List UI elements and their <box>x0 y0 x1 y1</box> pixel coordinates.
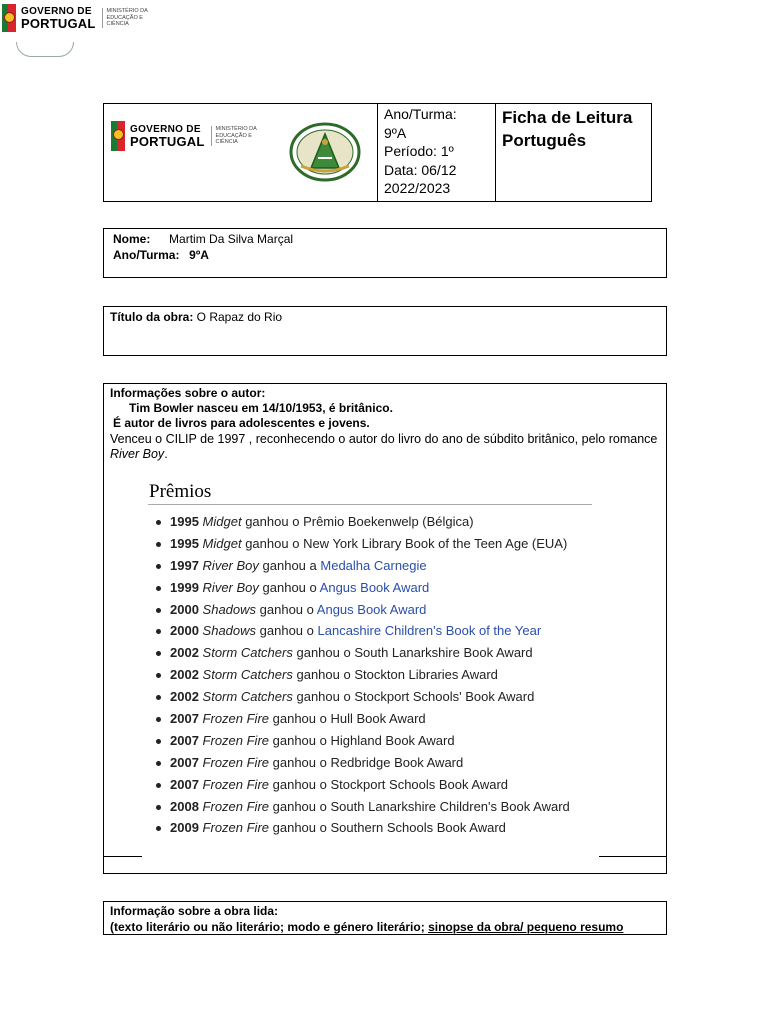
award-name: Redbridge Book Award <box>330 754 464 770</box>
autor-para-prefix: Venceu o CILIP de 1997 , reconhecendo o autor do livro do ano de súbdito britânico, pelo romance <box>110 432 658 446</box>
autor-box <box>103 383 667 874</box>
school-badge-icon <box>289 122 361 184</box>
award-year: 2000 <box>170 623 199 639</box>
header-periodo: Período: 1º <box>384 143 454 159</box>
award-item <box>148 511 592 533</box>
award-name: New York Library Book of the Teen Age (EUA) <box>303 535 568 551</box>
autor-paragraph <box>110 432 660 462</box>
award-book-title: River Boy <box>202 579 259 595</box>
award-book-title: Storm Catchers <box>202 689 293 705</box>
award-book-title: River Boy <box>202 557 259 573</box>
award-verb: ganhou o <box>296 689 351 705</box>
award-item <box>148 774 592 796</box>
award-year: 2002 <box>170 645 199 661</box>
header-ano-letivo: 2022/2023 <box>384 180 451 196</box>
logo-line1: GOVERNO DE <box>21 5 92 17</box>
nome-label: Nome: <box>113 232 151 246</box>
award-link[interactable]: Angus Book Award <box>316 601 427 617</box>
award-book-title: Storm Catchers <box>202 667 293 683</box>
award-book-title: Frozen Fire <box>202 820 270 836</box>
award-verb: ganhou o <box>245 535 300 551</box>
bottom-rule-right <box>599 856 667 857</box>
award-verb: ganhou o <box>272 711 327 727</box>
award-name: South Lanarkshire Book Award <box>354 645 533 661</box>
turma-label: Ano/Turma: <box>113 248 180 262</box>
autor-heading: Informações sobre o autor: <box>110 386 266 400</box>
award-name: Hull Book Award <box>330 711 426 727</box>
portugal-flag-icon <box>111 121 125 151</box>
award-verb: ganhou o <box>296 645 351 661</box>
autor-line2: É autor de livros para adolescentes e jovens. <box>113 416 370 430</box>
page-title-line2: Português <box>502 131 587 150</box>
award-book-title: Frozen Fire <box>202 776 270 792</box>
award-item <box>148 730 592 752</box>
premios-heading: Prêmios <box>148 484 592 505</box>
award-year: 2007 <box>170 732 199 748</box>
award-book-title: Frozen Fire <box>202 798 270 814</box>
award-book-title: Frozen Fire <box>202 711 270 727</box>
award-year: 1995 <box>170 514 199 529</box>
header-logo-cell <box>104 104 378 201</box>
award-item <box>148 533 592 555</box>
award-item <box>148 642 592 664</box>
award-name: Stockport Schools' Book Award <box>354 689 535 705</box>
award-link[interactable]: Medalha Carnegie <box>320 557 427 573</box>
award-book-title: Midget <box>202 535 242 551</box>
award-item <box>148 664 592 686</box>
header-data: Data: 06/12 <box>384 161 457 178</box>
award-book-title: Shadows <box>202 601 257 617</box>
award-year: 2008 <box>170 798 199 814</box>
obra-label: Título da obra: <box>110 310 194 324</box>
award-year: 1997 <box>170 557 199 573</box>
logo-ministry: MINISTÉRIO DA EDUCAÇÃO E CIÊNCIA <box>102 8 167 29</box>
award-book-title: Storm Catchers <box>202 645 293 661</box>
info-obra-line2: (texto literário ou não literário; modo e género literário; <box>110 920 425 934</box>
header-title-cell <box>496 104 651 201</box>
award-verb: ganhou o <box>262 579 317 595</box>
award-verb: ganhou o <box>296 667 351 683</box>
logo-line2: PORTUGAL <box>21 15 96 31</box>
award-item <box>148 555 592 577</box>
student-box <box>103 228 667 278</box>
award-name: South Lanarkshire Children's Book Award <box>330 798 570 814</box>
premios-section <box>148 481 592 839</box>
header-ano-turma-label: Ano/Turma: <box>384 106 457 122</box>
award-year: 2007 <box>170 754 199 770</box>
award-year: 1995 <box>170 535 199 551</box>
award-verb: ganhou o <box>272 820 327 836</box>
award-item <box>148 796 592 818</box>
governo-portugal-logo <box>2 4 167 32</box>
award-verb: ganhou o <box>272 776 327 792</box>
award-name: Prêmio Boekenwelp (Bélgica) <box>303 514 474 529</box>
info-obra-line2-underlined: sinopse da obra/ pequeno resumo <box>428 920 624 934</box>
award-item <box>148 752 592 774</box>
award-name: Highland Book Award <box>330 732 455 748</box>
header-logo-line2: PORTUGAL <box>130 133 205 149</box>
award-verb: ganhou o <box>272 798 327 814</box>
top-logo <box>0 0 165 60</box>
turma-value: 9ºA <box>189 248 209 262</box>
award-verb: ganhou o <box>272 754 327 770</box>
header-logo-ministry: MINISTÉRIO DA EDUCAÇÃO E CIÊNCIA <box>211 126 272 147</box>
autor-line1: Tim Bowler nasceu em 14/10/1953, é britânico. <box>129 401 393 415</box>
obra-box <box>103 306 667 356</box>
info-obra-box <box>103 901 667 935</box>
award-link[interactable]: Lancashire Children's Book of the Year <box>317 623 542 639</box>
autor-para-suffix: . <box>164 447 168 461</box>
header-info-cell <box>378 104 496 201</box>
page-title-line1: Ficha de Leitura <box>502 108 633 127</box>
award-item <box>148 599 592 621</box>
award-item <box>148 817 592 839</box>
header-logo-line1: GOVERNO DE <box>130 123 201 135</box>
award-year: 2002 <box>170 667 199 683</box>
award-name: Southern Schools Book Award <box>330 820 506 836</box>
award-book-title: Midget <box>202 514 242 529</box>
award-book-title: Frozen Fire <box>202 732 270 748</box>
award-year: 2007 <box>170 776 199 792</box>
award-item <box>148 708 592 730</box>
award-item <box>148 620 592 642</box>
award-year: 2007 <box>170 711 199 727</box>
award-link[interactable]: Angus Book Award <box>319 579 430 595</box>
award-name: Stockton Libraries Award <box>354 667 498 683</box>
award-verb: ganhou o <box>259 623 314 639</box>
award-name: Stockport Schools Book Award <box>330 776 509 792</box>
nome-value: Martim Da Silva Marçal <box>169 232 294 246</box>
award-verb: ganhou o <box>272 732 327 748</box>
award-verb: ganhou o <box>245 514 300 529</box>
header-table <box>103 103 652 202</box>
award-item <box>148 577 592 599</box>
school-badge-fragment <box>16 42 74 57</box>
portugal-flag-icon <box>2 4 16 32</box>
bottom-rule-left <box>103 856 142 857</box>
obra-value: O Rapaz do Rio <box>196 310 283 324</box>
award-verb: ganhou a <box>262 557 317 573</box>
award-year: 2009 <box>170 820 199 836</box>
award-item <box>148 686 592 708</box>
award-year: 2002 <box>170 689 199 705</box>
award-year: 1999 <box>170 579 199 595</box>
header-governo-logo <box>111 121 272 151</box>
header-turma-value: 9ºA <box>384 124 407 141</box>
award-verb: ganhou o <box>259 601 314 617</box>
award-year: 2000 <box>170 601 199 617</box>
award-book-title: Frozen Fire <box>202 754 270 770</box>
award-book-title: Shadows <box>202 623 257 639</box>
info-obra-heading: Informação sobre a obra lida: <box>110 904 279 918</box>
award-list <box>148 511 592 839</box>
autor-para-title: River Boy <box>110 447 165 461</box>
